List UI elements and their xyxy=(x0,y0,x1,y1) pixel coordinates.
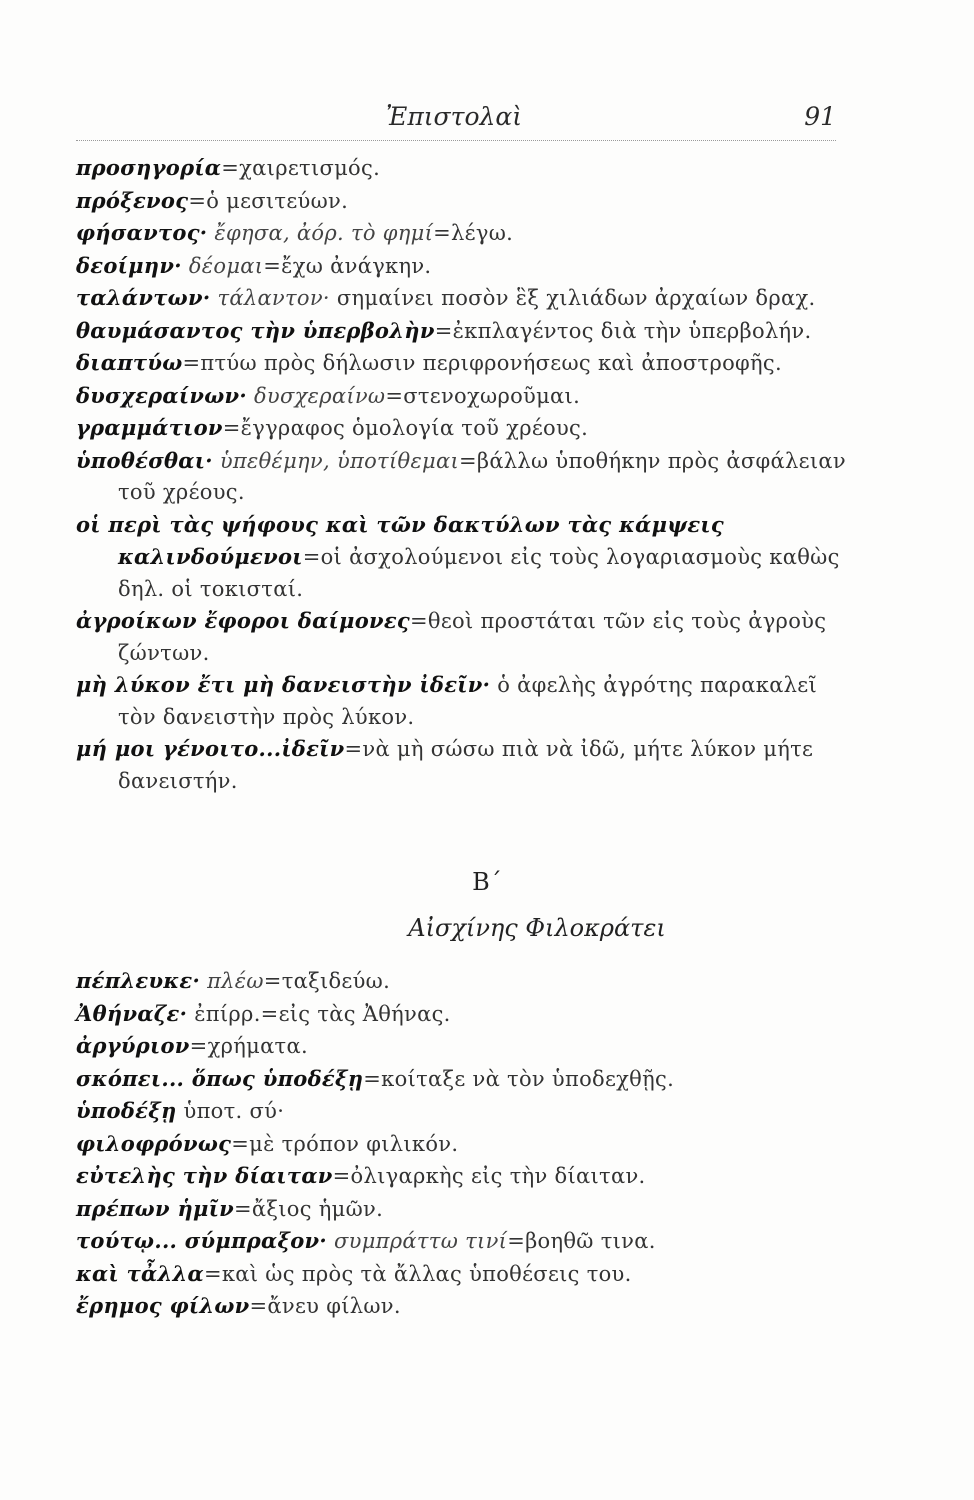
entry-definition: =κοίταξε νὰ τὸν ὑποδεχθῇς. xyxy=(363,1066,675,1091)
page-header xyxy=(76,100,836,141)
entry-definition: =μὲ τρόπον φιλικόν. xyxy=(231,1131,459,1156)
entry-gloss: δέομαι xyxy=(188,253,264,278)
glossary-entry xyxy=(76,1160,846,1193)
entry-lemma: τούτῳ... σύμπραξον· xyxy=(76,1228,328,1253)
entry-lemma: φήσαντος· xyxy=(76,220,208,245)
glossary-entry xyxy=(76,315,846,348)
glossary-entry xyxy=(76,1030,846,1063)
glossary-entry xyxy=(76,965,846,998)
glossary-entry xyxy=(76,1095,846,1128)
entry-lemma: μὴ λύκον ἔτι μὴ δανειστὴν ἰδεῖν· xyxy=(76,672,491,697)
glossary-entry xyxy=(76,282,846,315)
entry-lemma: διαπτύω xyxy=(76,350,183,375)
glossary-entry xyxy=(76,412,846,445)
glossary-list-bottom xyxy=(76,965,846,1323)
entry-definition: =χαιρετισμός. xyxy=(221,156,381,180)
entry-lemma: θαυμάσαντος τὴν ὑπερβολὴν xyxy=(76,317,435,343)
glossary-entry xyxy=(76,509,846,606)
entry-definition: =ἄνευ φίλων. xyxy=(249,1294,401,1318)
glossary-entry xyxy=(76,445,846,509)
entry-gloss: ὑπεθέμην, ὑποτίθεμαι xyxy=(219,448,459,473)
entry-definition: =χρήματα. xyxy=(189,1034,308,1058)
glossary-entry xyxy=(76,250,846,283)
entry-lemma: προσηγορία xyxy=(76,155,222,180)
entry-lemma: πρόξενος xyxy=(76,187,189,213)
entry-definition: =ἄξιος ἡμῶν. xyxy=(234,1196,384,1221)
entry-lemma: γραμμάτιον xyxy=(76,415,223,440)
entry-lemma: μή μοι γένοιτο...ἰδεῖν xyxy=(76,736,345,761)
glossary-entry xyxy=(76,1290,846,1323)
entry-lemma: οἱ περὶ τὰς ψήφους καὶ τῶν δακτύλων τὰς κάμψεις καλινδούμενοι xyxy=(76,511,724,569)
entry-definition: ὑποτ. σύ· xyxy=(183,1099,285,1123)
entry-lemma: δεοίμην· xyxy=(76,252,182,278)
entry-lemma: πέπλευκε· xyxy=(76,968,201,993)
glossary-entry xyxy=(76,185,846,218)
running-title: Ἐπιστολαὶ xyxy=(386,102,523,131)
entry-definition: =λέγω. xyxy=(433,221,514,245)
entry-definition: =ἔγγραφος ὁμολογία τοῦ χρέους. xyxy=(222,416,589,440)
glossary-entry xyxy=(76,1225,846,1258)
entry-lemma: Ἀθήναζε· xyxy=(76,1000,188,1026)
entry-lemma: ἔρημος φίλων xyxy=(76,1293,250,1318)
entry-definition: ὁ ἀφελὴς ἀγρότης παρακαλεῖ τὸν δανειστὴν πρὸς λύκον. xyxy=(118,673,817,729)
section-title xyxy=(0,914,974,942)
entry-definition: =καὶ ὡς πρὸς τὰ ἄλλας ὑποθέσεις του. xyxy=(203,1261,632,1286)
entry-lemma: ταλάντων· xyxy=(76,285,211,310)
entry-lemma: ὑποθέσθαι· xyxy=(76,447,213,473)
entry-definition: =βοηθῶ τινα. xyxy=(507,1229,656,1253)
glossary-entry xyxy=(76,998,846,1031)
section-mark: Β΄ xyxy=(472,868,502,896)
glossary-entry xyxy=(76,605,846,669)
entry-definition: ἐπίρρ.=εἰς τὰς Ἀθήνας. xyxy=(194,1001,451,1026)
entry-lemma: δυσχεραίνων· xyxy=(76,382,247,408)
glossary-entry xyxy=(76,347,846,380)
entry-definition: =βάλλω ὑποθήκην πρὸς ἀσφάλειαν τοῦ χρέους. xyxy=(118,448,846,504)
entry-lemma: εὐτελὴς τὴν δίαιταν xyxy=(76,1163,333,1188)
entry-definition: =οἱ ἀσχολούμενοι εἰς τοὺς λογαριασμοὺς καθὼς δηλ. οἱ τοκισταί. xyxy=(118,545,840,601)
entry-gloss: συμπράττω τινί xyxy=(334,1229,508,1253)
entry-lemma: σκόπει... ὅπως ὑποδέξῃ xyxy=(76,1065,364,1091)
entry-lemma: καὶ τἆλλα xyxy=(76,1260,204,1286)
entry-definition: =ὁ μεσιτεύων. xyxy=(188,188,349,213)
entry-gloss: τάλαντον· xyxy=(217,286,330,310)
entry-lemma: ἀγροίκων ἔφοροι δαίμονες xyxy=(76,608,411,633)
entry-lemma: φιλοφρόνως xyxy=(76,1130,232,1156)
entry-definition: =νὰ μὴ σώσω πιὰ νὰ ἰδῶ, μήτε λύκον μήτε δανειστήν. xyxy=(118,737,814,793)
entry-gloss: δυσχεραίνω xyxy=(253,383,386,408)
entry-lemma: ἀργύριον xyxy=(76,1033,190,1058)
glossary-entry xyxy=(76,669,846,733)
entry-lemma: πρέπων ἡμῖν xyxy=(76,1195,235,1221)
glossary-entry xyxy=(76,1258,846,1291)
glossary-entry xyxy=(76,1063,846,1096)
section-title-text: Αἰσχίνης Φιλοκράτει xyxy=(408,914,666,942)
page-number: 91 xyxy=(804,102,836,131)
entry-definition: =ἐκπλαγέντος διὰ τὴν ὑπερβολήν. xyxy=(434,318,812,343)
glossary-entry xyxy=(76,380,846,413)
entry-definition: =ἔχω ἀνάγκην. xyxy=(263,253,432,278)
entry-definition: =ταξιδεύω. xyxy=(263,969,391,993)
entry-definition: =στενοχωροῦμαι. xyxy=(385,383,581,408)
entry-lemma: ὑποδέξῃ xyxy=(76,1098,177,1123)
entry-gloss: πλέω xyxy=(207,969,264,993)
glossary-entry xyxy=(76,152,846,185)
entry-definition: σημαίνει ποσὸν ἓξ χιλιάδων ἀρχαίων δραχ. xyxy=(336,286,816,310)
glossary-entry xyxy=(76,217,846,250)
glossary-entry xyxy=(76,1193,846,1226)
entry-definition: =ὀλιγαρκὴς εἰς τὴν δίαιταν. xyxy=(332,1164,646,1188)
glossary-entry xyxy=(76,733,846,797)
glossary-list-top xyxy=(76,152,846,797)
entry-definition: =θεοὶ προστάται τῶν εἰς τοὺς ἀγροὺς ζώντων. xyxy=(118,609,827,665)
entry-gloss: ἔφησα, ἀόρ. τὸ φημί xyxy=(214,221,434,245)
glossary-entry xyxy=(76,1128,846,1161)
entry-definition: =πτύω πρὸς δήλωσιν περιφρονήσεως καὶ ἀποστροφῆς. xyxy=(182,351,782,375)
